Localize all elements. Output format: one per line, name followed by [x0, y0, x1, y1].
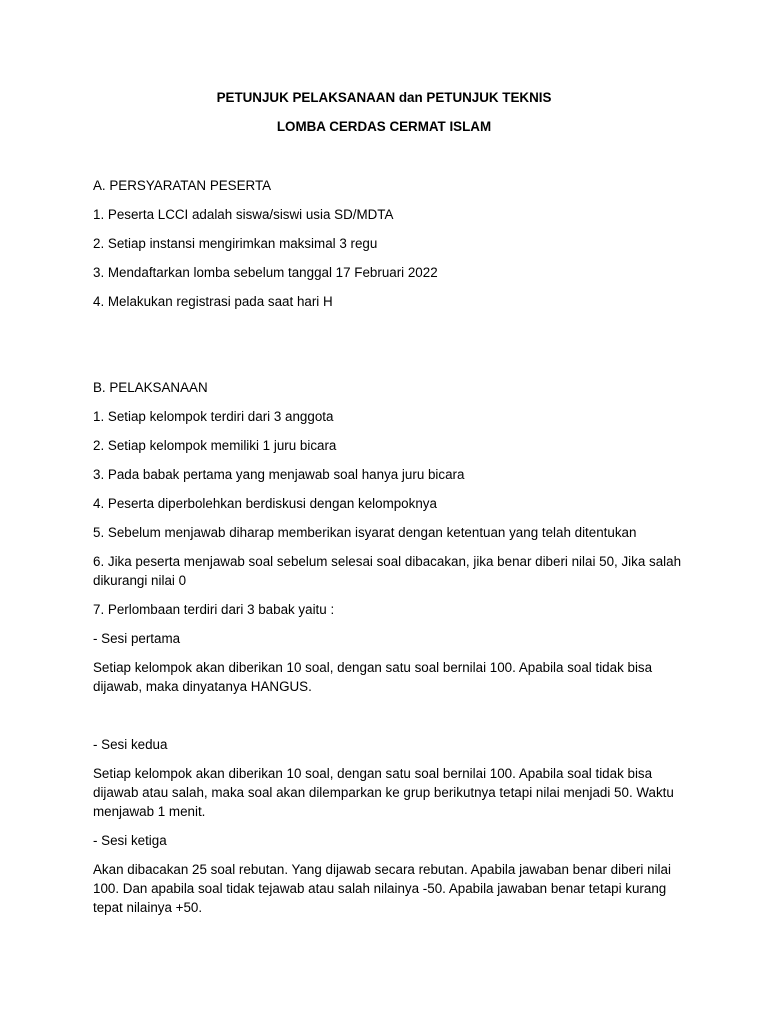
- sesi-kedua-text: Setiap kelompok akan diberikan 10 soal, dengan satu soal bernilai 100. Apabila soal tidak bisa dijawab atau salah, maka soal akan dilemparkan ke grup berikutnya tetapi nilai menjadi 50. Waktu menjawab 1 menit.: [93, 766, 674, 819]
- document-subtitle: LOMBA CERDAS CERMAT ISLAM: [276, 119, 492, 134]
- section-b-item: 7. Perlombaan terdiri dari 3 babak yaitu :: [93, 602, 335, 617]
- section-b-item: 5. Sebelum menjawab diharap memberikan isyarat dengan ketentuan yang telah ditentukan: [93, 525, 637, 540]
- section-b-item: 4. Peserta diperbolehkan berdiskusi dengan kelompoknya: [93, 496, 437, 511]
- section-b-item: 1. Setiap kelompok terdiri dari 3 anggota: [93, 409, 334, 424]
- section-a-item: 2. Setiap instansi mengirimkan maksimal 3 regu: [93, 236, 378, 251]
- section-b-item: 6. Jika peserta menjawab soal sebelum selesai soal dibacakan, jika benar diberi nilai 50, Jika salah dikurangi nilai 0: [93, 554, 682, 588]
- sesi-pertama-text: Setiap kelompok akan diberikan 10 soal, dengan satu soal bernilai 100. Apabila soal tidak bisa dijawab, maka dinyatanya HANGUS.: [93, 660, 653, 694]
- section-a-item: 1. Peserta LCCI adalah siswa/siswi usia SD/MDTA: [93, 207, 394, 222]
- section-b-heading: B. PELAKSANAAN: [93, 380, 208, 395]
- section-a-heading: A. PERSYARATAN PESERTA: [93, 178, 272, 193]
- sesi-ketiga-heading: - Sesi ketiga: [93, 833, 167, 848]
- sesi-kedua-heading: - Sesi kedua: [93, 737, 168, 752]
- sesi-ketiga-text: Akan dibacakan 25 soal rebutan. Yang dijawab secara rebutan. Apabila jawaban benar diberi nilai 100. Dan apabila soal tidak tejawab atau salah nilainya -50. Apabila jawaban benar tetapi kurang tepat nilainya +50.: [93, 862, 671, 915]
- section-b-item: 3. Pada babak pertama yang menjawab soal hanya juru bicara: [93, 467, 465, 482]
- document-title: PETUNJUK PELAKSANAAN dan PETUNJUK TEKNIS: [216, 90, 552, 105]
- section-b-item: 2. Setiap kelompok memiliki 1 juru bicara: [93, 438, 337, 453]
- section-a-item: 4. Melakukan registrasi pada saat hari H: [93, 294, 333, 309]
- section-a-item: 3. Mendaftarkan lomba sebelum tanggal 17 Februari 2022: [93, 265, 438, 280]
- sesi-pertama-heading: - Sesi pertama: [93, 631, 181, 646]
